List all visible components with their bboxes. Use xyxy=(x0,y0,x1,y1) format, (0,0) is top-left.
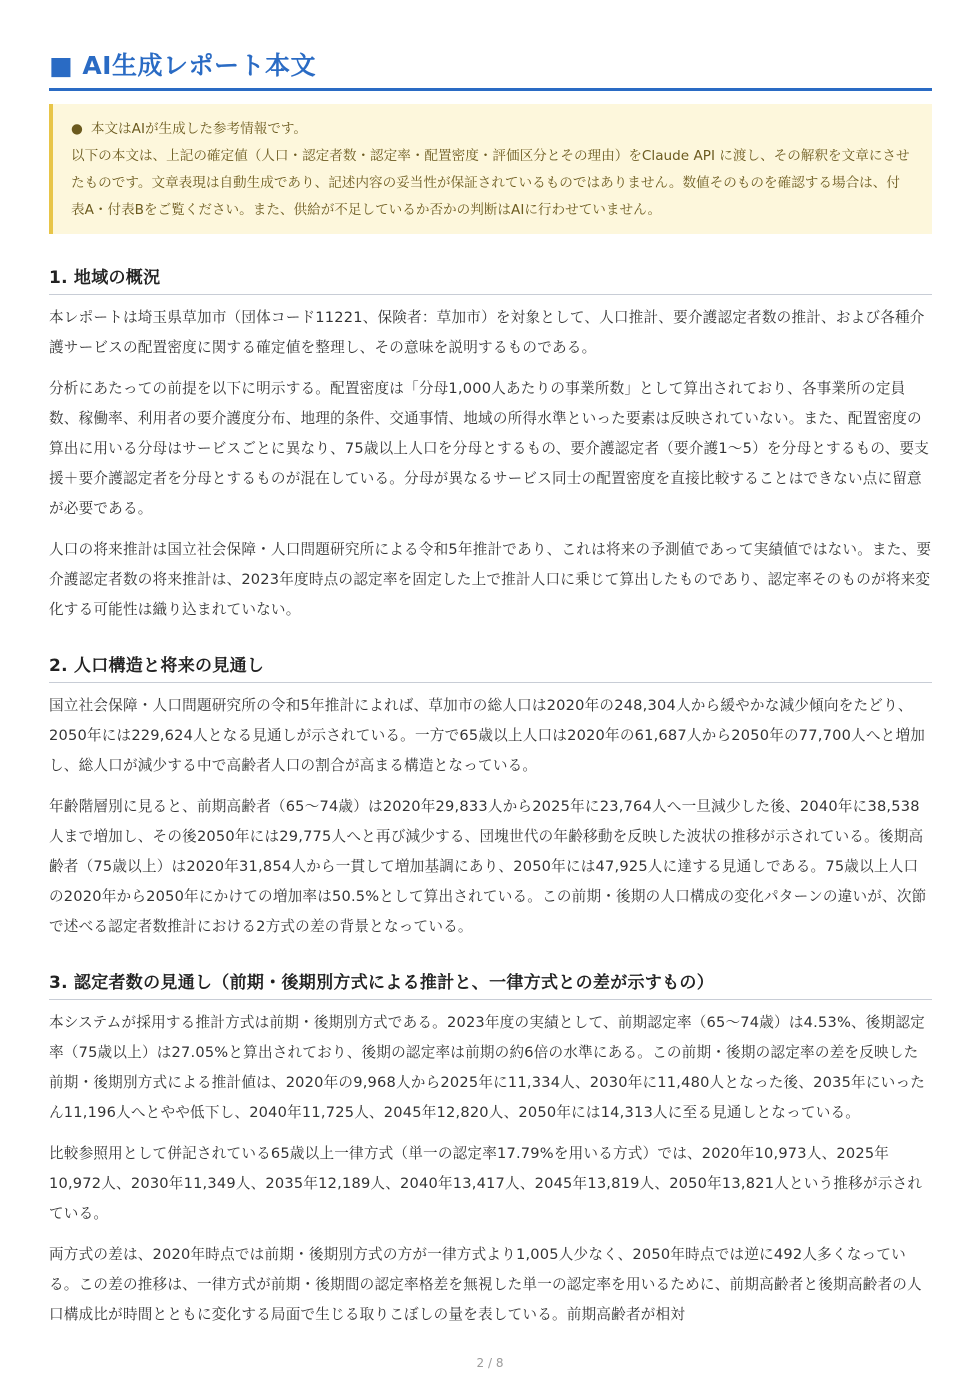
bullet-icon: ● xyxy=(71,121,83,137)
section-title: 認定者数の見通し（前期・後期別方式による推計と、一律方式との差が示すもの） xyxy=(73,973,714,993)
paragraph: 分析にあたっての前提を以下に明示する。配置密度は「分母1,000人あたりの事業所数」として算出されており、各事業所の定員数、稼働率、利用者の要介護度分布、地理的条件、交通事情、地域の所得水準といった要素は反映されていない。また、配置密度の算出に用いる分母はサービスごとに異なり、75歳以上人口を分母とするもの、要介護認定者（要介護1〜5）を分母とするもの、要支援＋要介護認定者を分母とするものが混在している。分母が異なるサービス同士の配置密度を直接比較することはできない点に留意が必要である。 xyxy=(49,380,930,517)
notice-body-text: 以下の本文は、上記の確定値（人口・認定者数・認定率・配置密度・評価区分とその理由）をClaude API に渡し、その解釈を文章にさせたものです。文章表現は自動生成であり、記述内容の妥当性が保証されているものではありません。数値そのものを確認する場合は、付表A・付表Bをご覧ください。また、供給が不足しているか否かの判断はAIに行わせていません。 xyxy=(71,148,910,218)
notice-first-line xyxy=(71,116,912,143)
report-page xyxy=(49,0,932,1330)
report-title: ■ AI生成レポート本文 xyxy=(49,51,316,80)
page-number: 2 / 8 xyxy=(476,1356,504,1370)
section-heading xyxy=(49,968,932,1000)
section-heading xyxy=(49,263,932,295)
paragraph: 国立社会保障・人口問題研究所の令和5年推計によれば、草加市の総人口は2020年の248,304人から緩やかな減少傾向をたどり、2050年には229,624人となる見通しが示されている。一方で65歳以上人口は2020年の61,687人から2050年の77,700人へと増加し、総人口が減少する中で高齢者人口の割合が高まる構造となっている。 xyxy=(49,697,926,774)
paragraph: 本システムが採用する推計方式は前期・後期別方式である。2023年度の実績として、前期認定率（65〜74歳）は4.53%、後期認定率（75歳以上）は27.05%と算出されており、後期の認定率は前期の約6倍の水準にある。この前期・後期の認定率の差を反映した前期・後期別方式による推計値は、2020年の9,968人から2025年に11,334人、2030年に11,480人となった後、2035年にいったん11,196人へとやや低下し、2040年11,725人、2045年12,820人、2050年には14,313人に至る見通しとなっている。 xyxy=(49,1014,926,1121)
section-number: 3. xyxy=(49,973,68,993)
section-number: 1. xyxy=(49,268,68,288)
section-heading xyxy=(49,651,932,683)
section-title: 人口構造と将来の見通し xyxy=(73,656,265,676)
paragraph: 本レポートは埼玉県草加市（団体コード11221、保険者：草加市）を対象として、人口推計、要介護認定者数の推計、および各種介護サービスの配置密度に関する確定値を整理し、その意味を説明するものである。 xyxy=(49,309,925,356)
paragraph: 人口の将来推計は国立社会保障・人口問題研究所による令和5年推計であり、これは将来の予測値であって実績値ではない。また、要介護認定者数の将来推計は、2023年度時点の認定率を固定した上で推計人口に乗じて算出したものであり、認定率そのものが将来変化する可能性は織り込まれていない。 xyxy=(49,541,932,618)
ai-disclaimer-notice xyxy=(49,104,932,234)
notice-lead-text: 本文はAIが生成した参考情報です。 xyxy=(90,121,308,137)
paragraph: 両方式の差は、2020年時点では前期・後期別方式の方が一律方式より1,005人少なく、2050年時点では逆に492人多くなっている。この差の推移は、一律方式が前期・後期間の認定率格差を無視した単一の認定率を用いるために、前期高齢者と後期高齢者の人口構成比が時間とともに変化する局面で生じる取りこぼしの量を表している。前期高齢者が相対 xyxy=(49,1246,922,1323)
paragraph: 年齢階層別に見ると、前期高齢者（65〜74歳）は2020年29,833人から2025年に23,764人へ一旦減少した後、2040年に38,538人まで増加し、その後2050年には29,775人へと再び減少する、団塊世代の年齢移動を反映した波状の推移が示されている。後期高齢者（75歳以上）は2020年31,854人から一貫して増加基調にあり、2050年には47,925人に達する見通しである。75歳以上人口の2020年から2050年にかけての増加率は50.5%として算出されている。この前期・後期の人口構成の変化パターンの違いが、次節で述べる認定者数推計における2方式の差の背景となっている。 xyxy=(49,798,927,935)
section-number: 2. xyxy=(49,656,68,676)
title-divider xyxy=(49,88,932,91)
section-title: 地域の概況 xyxy=(73,268,161,288)
paragraph: 比較参照用として併記されている65歳以上一律方式（単一の認定率17.79%を用いる方式）では、2020年10,973人、2025年10,972人、2030年11,349人、2035年12,189人、2040年13,417人、2045年13,819人、2050年13,821人という推移が示されている。 xyxy=(49,1145,923,1222)
